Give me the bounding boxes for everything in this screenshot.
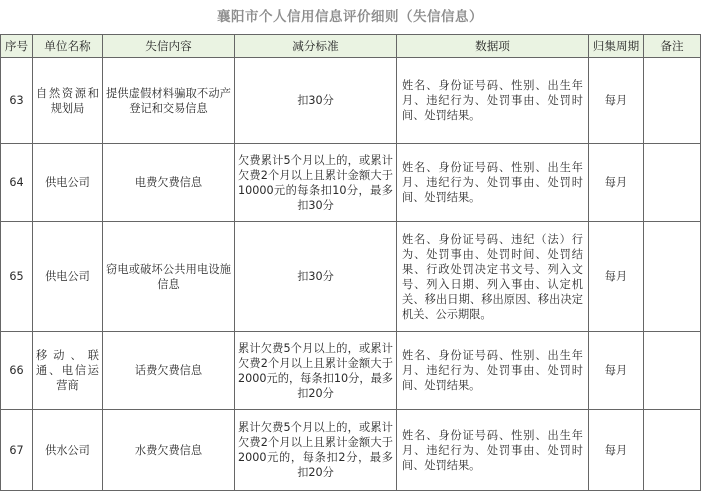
table-row — [1, 222, 701, 332]
cell-cycle: 每月 — [589, 410, 644, 491]
cell-standard: 累计欠费5个月以上的，或累计欠费2个月以上且累计金额大于2000元的，每条扣10分，最多扣20分 — [235, 332, 397, 410]
cell-content: 窃电或破坏公共用电设施信息 — [103, 222, 235, 332]
cell-items: 姓名、身份证号码、性别、出生年月、违纪行为、处罚事由、处罚时间、处罚结果。 — [397, 58, 589, 144]
table-row — [1, 332, 701, 410]
cell-items: 姓名、身份证号码、性别、出生年月、违纪行为、处罚事由、处罚时间、处罚结果。 — [397, 332, 589, 410]
cell-unit: 供水公司 — [33, 410, 103, 491]
cell-cycle: 每月 — [589, 222, 644, 332]
header-standard: 减分标准 — [235, 35, 397, 58]
header-unit: 单位名称 — [33, 35, 103, 58]
cell-unit: 供电公司 — [33, 144, 103, 222]
cell-cycle: 每月 — [589, 332, 644, 410]
cell-content: 话费欠费信息 — [103, 332, 235, 410]
cell-unit: 供电公司 — [33, 222, 103, 332]
header-remark: 备注 — [644, 35, 701, 58]
cell-no: 64 — [1, 144, 33, 222]
credit-evaluation-table — [0, 34, 701, 491]
cell-no: 65 — [1, 222, 33, 332]
table-row — [1, 144, 701, 222]
table-header-row — [1, 35, 701, 58]
cell-remark — [644, 332, 701, 410]
cell-unit: 自然资源和规划局 — [33, 58, 103, 144]
header-items: 数据项 — [397, 35, 589, 58]
cell-standard: 累计欠费5个月以上的，或累计欠费2个月以上且累计金额大于2000元的，每条扣2分，最多扣20分 — [235, 410, 397, 491]
header-content: 失信内容 — [103, 35, 235, 58]
cell-items: 姓名、身份证号码、性别、出生年月、违纪行为、处罚事由、处罚时间、处罚结果。 — [397, 410, 589, 491]
cell-remark — [644, 144, 701, 222]
cell-no: 66 — [1, 332, 33, 410]
header-no: 序号 — [1, 35, 33, 58]
cell-standard: 扣30分 — [235, 222, 397, 332]
table-row — [1, 58, 701, 144]
cell-unit: 移动、联通、电信运营商 — [33, 332, 103, 410]
cell-remark — [644, 222, 701, 332]
header-cycle: 归集周期 — [589, 35, 644, 58]
page-title: 襄阳市个人信用信息评价细则（失信信息） — [217, 9, 483, 25]
cell-content: 提供虚假材料骗取不动产登记和交易信息 — [103, 58, 235, 144]
cell-remark — [644, 58, 701, 144]
cell-no: 63 — [1, 58, 33, 144]
cell-content: 电费欠费信息 — [103, 144, 235, 222]
cell-cycle: 每月 — [589, 144, 644, 222]
cell-remark — [644, 410, 701, 491]
cell-items: 姓名、身份证号码、性别、出生年月、违纪行为、处罚事由、处罚时间、处罚结果。 — [397, 144, 589, 222]
cell-standard: 欠费累计5个月以上的，或累计欠费2个月以上且累计金额大于10000元的每条扣10分，最多扣30分 — [235, 144, 397, 222]
cell-standard: 扣30分 — [235, 58, 397, 144]
cell-content: 水费欠费信息 — [103, 410, 235, 491]
cell-cycle: 每月 — [589, 58, 644, 144]
cell-items: 姓名、身份证号码、违纪（法）行为、处罚事由、处罚时间、处罚结果、行政处罚决定书文号、列入文号、列入日期、列入事由、认定机关、移出日期、移出原因、移出决定机关、公示期限。 — [397, 222, 589, 332]
table-row — [1, 410, 701, 491]
cell-no: 67 — [1, 410, 33, 491]
